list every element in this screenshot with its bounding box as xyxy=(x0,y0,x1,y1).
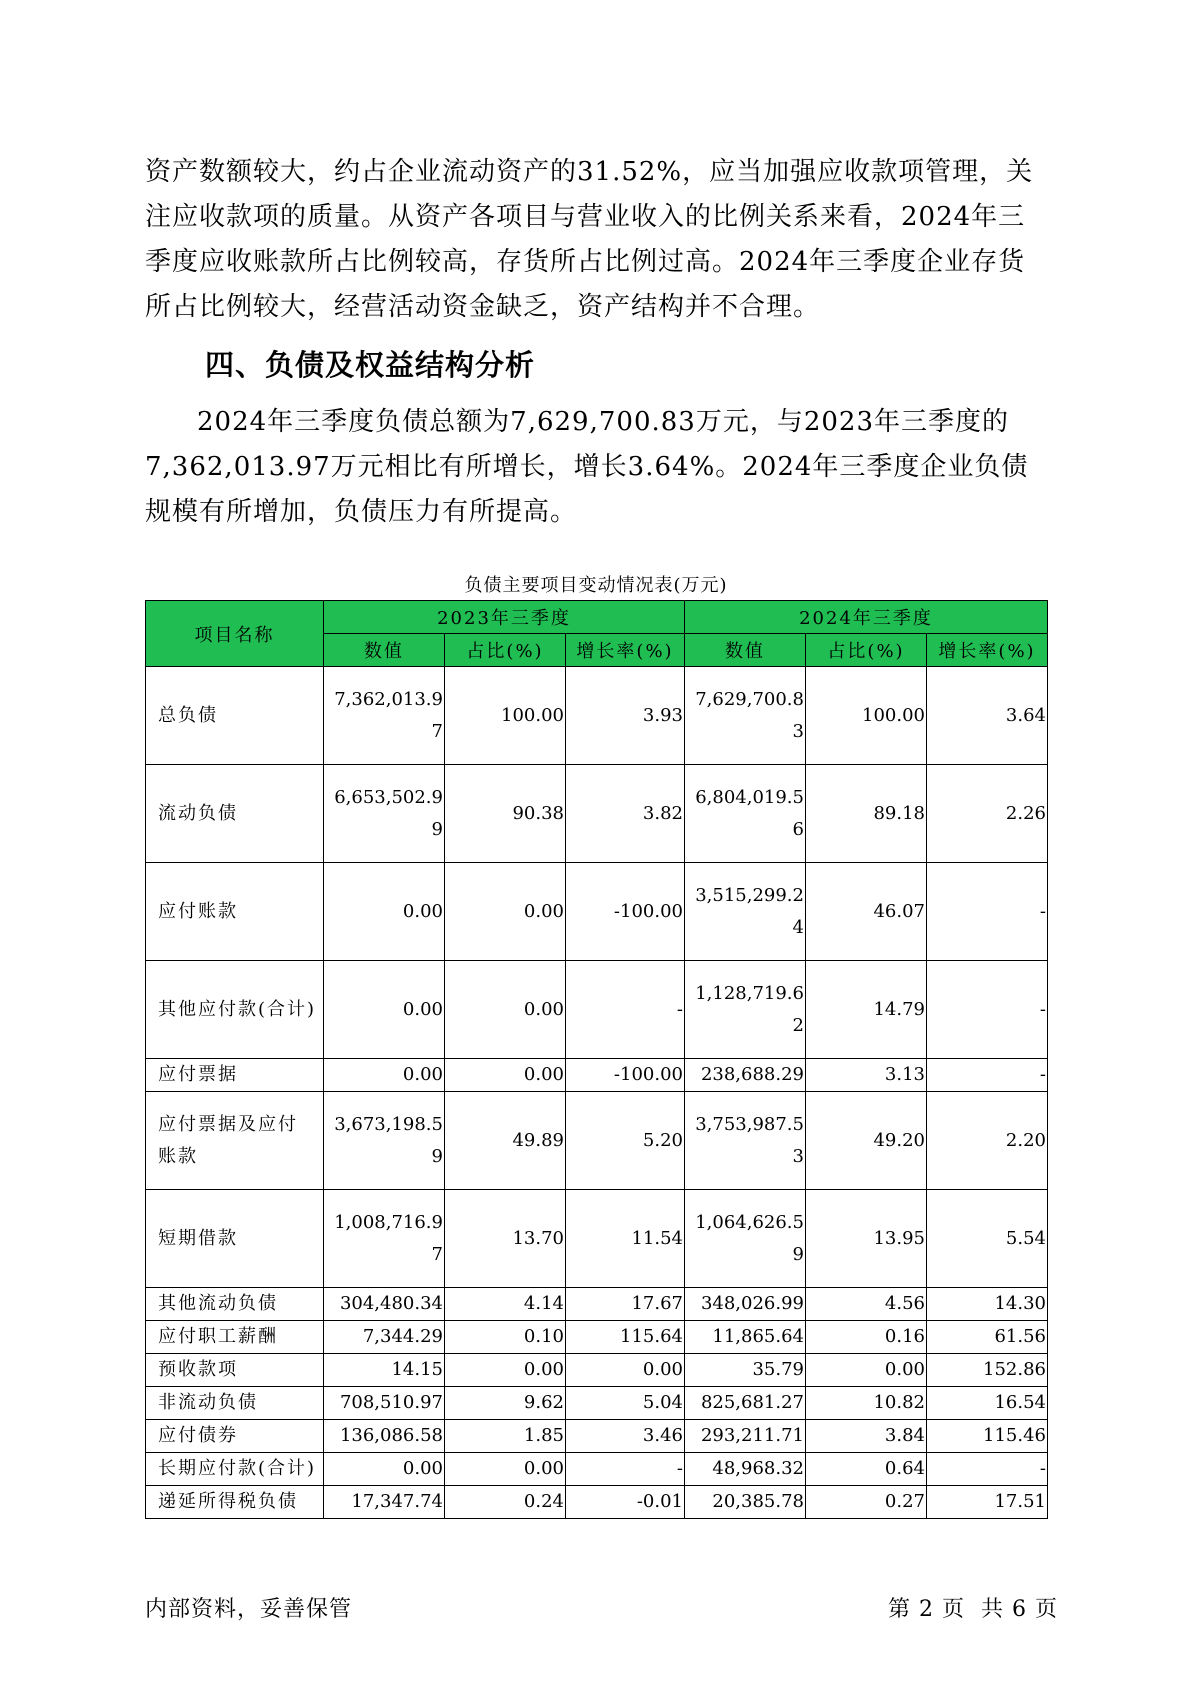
table-row xyxy=(146,863,1048,961)
value-2024: 238,688.29 xyxy=(685,1059,806,1092)
share-2023: 100.00 xyxy=(445,667,566,765)
growth-2023: 5.20 xyxy=(566,1092,685,1190)
value-2024: 35.79 xyxy=(685,1354,806,1387)
table-row xyxy=(146,1420,1048,1453)
value-2023: 6,653,502.99 xyxy=(324,765,445,863)
row-item-name: 总负债 xyxy=(146,667,324,765)
table-row xyxy=(146,1092,1048,1190)
value-2024: 1,128,719.62 xyxy=(685,961,806,1059)
value-2024: 20,385.78 xyxy=(685,1486,806,1519)
value-2023: 7,344.29 xyxy=(324,1321,445,1354)
value-2024: 293,211.71 xyxy=(685,1420,806,1453)
share-2024: 4.56 xyxy=(806,1288,927,1321)
header-value-2024: 数值 xyxy=(685,634,806,667)
row-item-name: 应付职工薪酬 xyxy=(146,1321,324,1354)
value-2023: 0.00 xyxy=(324,1059,445,1092)
header-share-2024: 占比(%) xyxy=(806,634,927,667)
body-paragraph-liabilities: 2024年三季度负债总额为7,629,700.83万元，与2023年三季度的7,362,013.97万元相比有所增长，增长3.64%。2024年三季度企业负债规模有所增加，负债压力有所提高。 xyxy=(145,407,1029,527)
row-item-name: 应付票据及应付账款 xyxy=(146,1092,324,1190)
growth-2024: 17.51 xyxy=(927,1486,1048,1519)
growth-2024: 2.26 xyxy=(927,765,1048,863)
table-row xyxy=(146,1321,1048,1354)
growth-2024: 16.54 xyxy=(927,1387,1048,1420)
table-row xyxy=(146,1354,1048,1387)
growth-2024: 5.54 xyxy=(927,1190,1048,1288)
share-2024: 0.64 xyxy=(806,1453,927,1486)
share-2024: 0.16 xyxy=(806,1321,927,1354)
share-2023: 4.14 xyxy=(445,1288,566,1321)
value-2023: 7,362,013.97 xyxy=(324,667,445,765)
value-2023: 3,673,198.59 xyxy=(324,1092,445,1190)
header-period-2023: 2023年三季度 xyxy=(324,601,685,634)
table-row xyxy=(146,1288,1048,1321)
footer-confidential-note: 内部资料，妥善保管 xyxy=(145,1597,353,1622)
value-2024: 825,681.27 xyxy=(685,1387,806,1420)
share-2024: 46.07 xyxy=(806,863,927,961)
row-item-name: 短期借款 xyxy=(146,1190,324,1288)
share-2023: 0.00 xyxy=(445,1453,566,1486)
share-2023: 0.00 xyxy=(445,1354,566,1387)
growth-2024: 14.30 xyxy=(927,1288,1048,1321)
share-2024: 0.27 xyxy=(806,1486,927,1519)
share-2023: 1.85 xyxy=(445,1420,566,1453)
table-caption: 负债主要项目变动情况表(万元) xyxy=(464,575,728,596)
header-item-name: 项目名称 xyxy=(146,601,324,667)
value-2023: 0.00 xyxy=(324,961,445,1059)
row-item-name: 非流动负债 xyxy=(146,1387,324,1420)
growth-2023: -100.00 xyxy=(566,863,685,961)
footer-page-number: 第 2 页 共 6 页 xyxy=(888,1597,1058,1622)
value-2023: 0.00 xyxy=(324,863,445,961)
share-2023: 0.24 xyxy=(445,1486,566,1519)
share-2023: 49.89 xyxy=(445,1092,566,1190)
table-row xyxy=(146,1453,1048,1486)
share-2023: 0.00 xyxy=(445,863,566,961)
row-item-name: 应付账款 xyxy=(146,863,324,961)
row-item-name: 预收款项 xyxy=(146,1354,324,1387)
value-2024: 11,865.64 xyxy=(685,1321,806,1354)
share-2024: 49.20 xyxy=(806,1092,927,1190)
growth-2023: -0.01 xyxy=(566,1486,685,1519)
row-item-name: 流动负债 xyxy=(146,765,324,863)
growth-2023: 3.93 xyxy=(566,667,685,765)
header-share-2023: 占比(%) xyxy=(445,634,566,667)
value-2024: 3,753,987.53 xyxy=(685,1092,806,1190)
growth-2024: - xyxy=(927,863,1048,961)
growth-2024: - xyxy=(927,961,1048,1059)
share-2023: 9.62 xyxy=(445,1387,566,1420)
share-2024: 0.00 xyxy=(806,1354,927,1387)
growth-2023: - xyxy=(566,961,685,1059)
table-body xyxy=(146,667,1048,1519)
header-growth-2023: 增长率(%) xyxy=(566,634,685,667)
table-row xyxy=(146,667,1048,765)
share-2024: 10.82 xyxy=(806,1387,927,1420)
row-item-name: 长期应付款(合计) xyxy=(146,1453,324,1486)
table-row xyxy=(146,1486,1048,1519)
growth-2023: 3.46 xyxy=(566,1420,685,1453)
share-2024: 3.84 xyxy=(806,1420,927,1453)
growth-2023: 11.54 xyxy=(566,1190,685,1288)
section-heading: 四、负债及权益结构分析 xyxy=(205,348,536,382)
table-header xyxy=(146,601,1048,667)
share-2024: 100.00 xyxy=(806,667,927,765)
header-growth-2024: 增长率(%) xyxy=(927,634,1048,667)
value-2024: 1,064,626.59 xyxy=(685,1190,806,1288)
share-2023: 13.70 xyxy=(445,1190,566,1288)
growth-2023: 3.82 xyxy=(566,765,685,863)
share-2024: 3.13 xyxy=(806,1059,927,1092)
growth-2024: 2.20 xyxy=(927,1092,1048,1190)
growth-2024: 152.86 xyxy=(927,1354,1048,1387)
row-item-name: 其他应付款(合计) xyxy=(146,961,324,1059)
growth-2023: 5.04 xyxy=(566,1387,685,1420)
value-2023: 0.00 xyxy=(324,1453,445,1486)
growth-2024: 61.56 xyxy=(927,1321,1048,1354)
value-2023: 1,008,716.97 xyxy=(324,1190,445,1288)
table-row xyxy=(146,1387,1048,1420)
row-item-name: 应付债券 xyxy=(146,1420,324,1453)
value-2023: 17,347.74 xyxy=(324,1486,445,1519)
value-2023: 14.15 xyxy=(324,1354,445,1387)
growth-2024: - xyxy=(927,1059,1048,1092)
value-2024: 6,804,019.56 xyxy=(685,765,806,863)
value-2024: 7,629,700.83 xyxy=(685,667,806,765)
growth-2023: 0.00 xyxy=(566,1354,685,1387)
liabilities-table xyxy=(145,600,1048,1519)
table-row xyxy=(146,765,1048,863)
row-item-name: 其他流动负债 xyxy=(146,1288,324,1321)
growth-2023: 17.67 xyxy=(566,1288,685,1321)
header-value-2023: 数值 xyxy=(324,634,445,667)
row-item-name: 递延所得税负债 xyxy=(146,1486,324,1519)
growth-2024: 3.64 xyxy=(927,667,1048,765)
table-row xyxy=(146,1059,1048,1092)
table-row xyxy=(146,1190,1048,1288)
share-2023: 90.38 xyxy=(445,765,566,863)
table-row xyxy=(146,961,1048,1059)
share-2024: 13.95 xyxy=(806,1190,927,1288)
growth-2023: - xyxy=(566,1453,685,1486)
growth-2023: 115.64 xyxy=(566,1321,685,1354)
value-2024: 48,968.32 xyxy=(685,1453,806,1486)
growth-2024: - xyxy=(927,1453,1048,1486)
body-paragraph-assets: 资产数额较大，约占企业流动资产的31.52%，应当加强应收款项管理，关注应收款项的质量。从资产各项目与营业收入的比例关系来看，2024年三季度应收账款所占比例较高，存货所占比例过高。2024年三季度企业存货所占比例较大，经营活动资金缺乏，资产结构并不合理。 xyxy=(145,157,1034,322)
value-2023: 708,510.97 xyxy=(324,1387,445,1420)
share-2023: 0.00 xyxy=(445,961,566,1059)
header-period-2024: 2024年三季度 xyxy=(685,601,1048,634)
growth-2023: -100.00 xyxy=(566,1059,685,1092)
share-2023: 0.00 xyxy=(445,1059,566,1092)
growth-2024: 115.46 xyxy=(927,1420,1048,1453)
value-2023: 304,480.34 xyxy=(324,1288,445,1321)
share-2023: 0.10 xyxy=(445,1321,566,1354)
row-item-name: 应付票据 xyxy=(146,1059,324,1092)
share-2024: 89.18 xyxy=(806,765,927,863)
share-2024: 14.79 xyxy=(806,961,927,1059)
value-2024: 348,026.99 xyxy=(685,1288,806,1321)
value-2023: 136,086.58 xyxy=(324,1420,445,1453)
value-2024: 3,515,299.24 xyxy=(685,863,806,961)
